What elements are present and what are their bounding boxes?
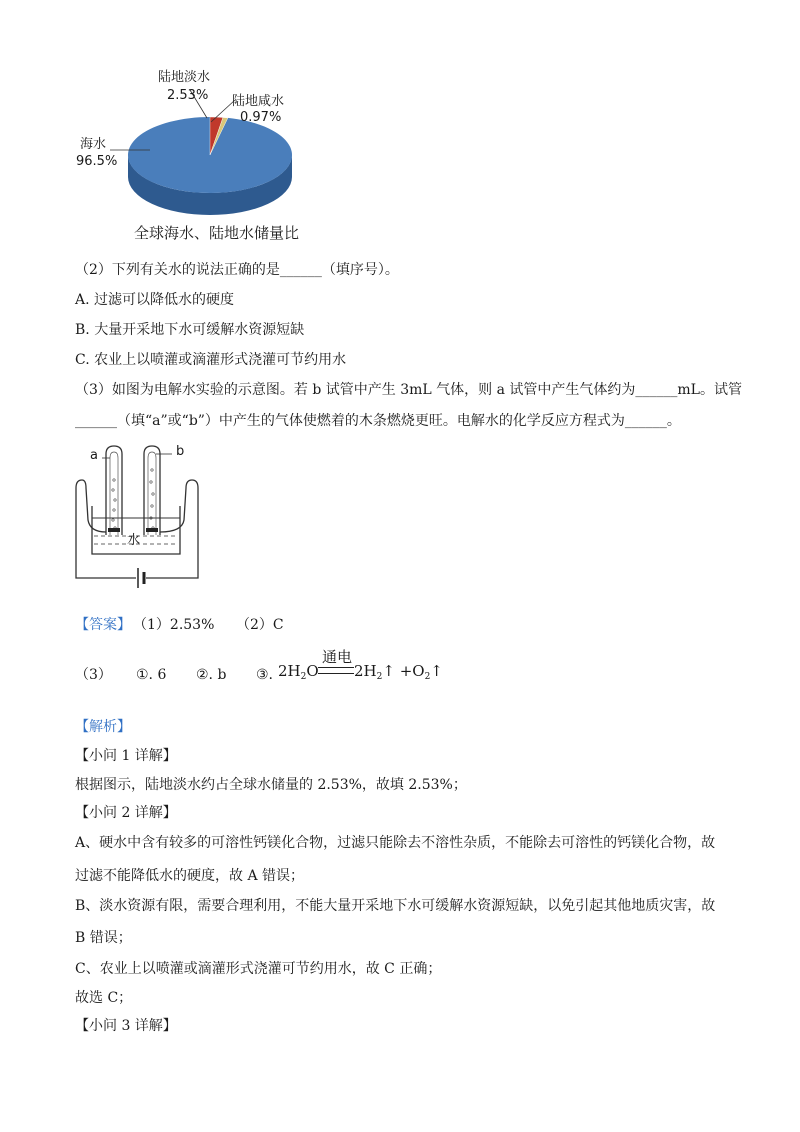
answer-tag: 【答案】 xyxy=(75,617,131,633)
question2-option-b: B. 大量开采地下水可缓解水资源短缺 xyxy=(75,322,305,338)
diagram-label-water: 水 xyxy=(127,533,141,548)
answer-item2: ②. b xyxy=(196,667,227,683)
pie-chart-title: 全球海水、陆地水储量比 xyxy=(134,224,300,242)
pie-label-salt-pct: 0.97% xyxy=(240,110,282,125)
pie-label-salt-name: 陆地咸水 xyxy=(232,94,285,109)
question2-option-a: A. 过滤可以降低水的硬度 xyxy=(75,292,235,308)
equation-condition: 通电 xyxy=(322,648,353,666)
sub2-line: 过滤不能降低水的硬度，故 A 错误； xyxy=(75,868,305,884)
sub2-line: B 错误； xyxy=(75,930,132,946)
sub2-line: A、硬水中含有较多的可溶性钙镁化合物，过滤只能除去不溶性杂质，不能除去可溶性的钙镁化合物，故 xyxy=(75,835,716,851)
analysis-tag: 【解析】 xyxy=(75,719,131,735)
sub2-line: B、淡水资源有限，需要合理利用，不能大量开采地下水可缓解水资源短缺，以免引起其他地质灾害，故 xyxy=(75,898,716,914)
question3-line2: ______（填“a”或“b”）中产生的气体使燃着的木条燃烧更旺。电解水的化学反应方程式为______。 xyxy=(75,413,681,429)
chemical-equation-products: $2H_2↑$ $+O_2↑$ xyxy=(354,662,443,682)
answer-item3-prefix: ③. xyxy=(256,667,274,683)
answer-part2: （2）C xyxy=(236,617,284,633)
sub3-head: 【小问 3 详解】 xyxy=(75,1018,177,1034)
equation-equals-sign xyxy=(318,667,354,674)
answer-part3-prefix: （3） xyxy=(75,667,112,683)
pie-label-fresh-name: 陆地淡水 xyxy=(158,70,211,85)
answer-part1: （1）2.53% xyxy=(133,617,215,633)
pie-label-fresh-pct: 2.53% xyxy=(167,88,209,103)
sub2-head: 【小问 2 详解】 xyxy=(75,805,177,821)
test-tube-b xyxy=(144,446,160,535)
pie-label-sea-pct: 96.5% xyxy=(76,154,118,169)
diagram-label-b: b xyxy=(176,444,185,459)
question2-stem: （2）下列有关水的说法正确的是______（填序号）。 xyxy=(75,262,399,278)
sub2-line: C、农业上以喷灌或滴灌形式浇灌可节约用水，故 C 正确； xyxy=(75,961,442,977)
sub1-text: 根据图示，陆地淡水约占全球水储量的 2.53%，故填 2.53%； xyxy=(75,777,467,793)
answer-item1: ①. 6 xyxy=(136,667,167,683)
pie-label-sea-name: 海水 xyxy=(80,137,107,152)
chemical-equation: $2H_2O$ xyxy=(278,662,319,682)
question2-option-c: C. 农业上以喷灌或滴灌形式浇灌可节约用水 xyxy=(75,352,347,368)
sub2-line: 故选 C； xyxy=(75,990,133,1006)
electrolysis-diagram xyxy=(70,440,210,600)
sub1-head: 【小问 1 详解】 xyxy=(75,748,177,764)
diagram-label-a: a xyxy=(90,448,98,463)
question3-line1: （3）如图为电解水实验的示意图。若 b 试管中产生 3mL 气体，则 a 试管中产生气体约为______mL。试管 xyxy=(75,382,742,398)
